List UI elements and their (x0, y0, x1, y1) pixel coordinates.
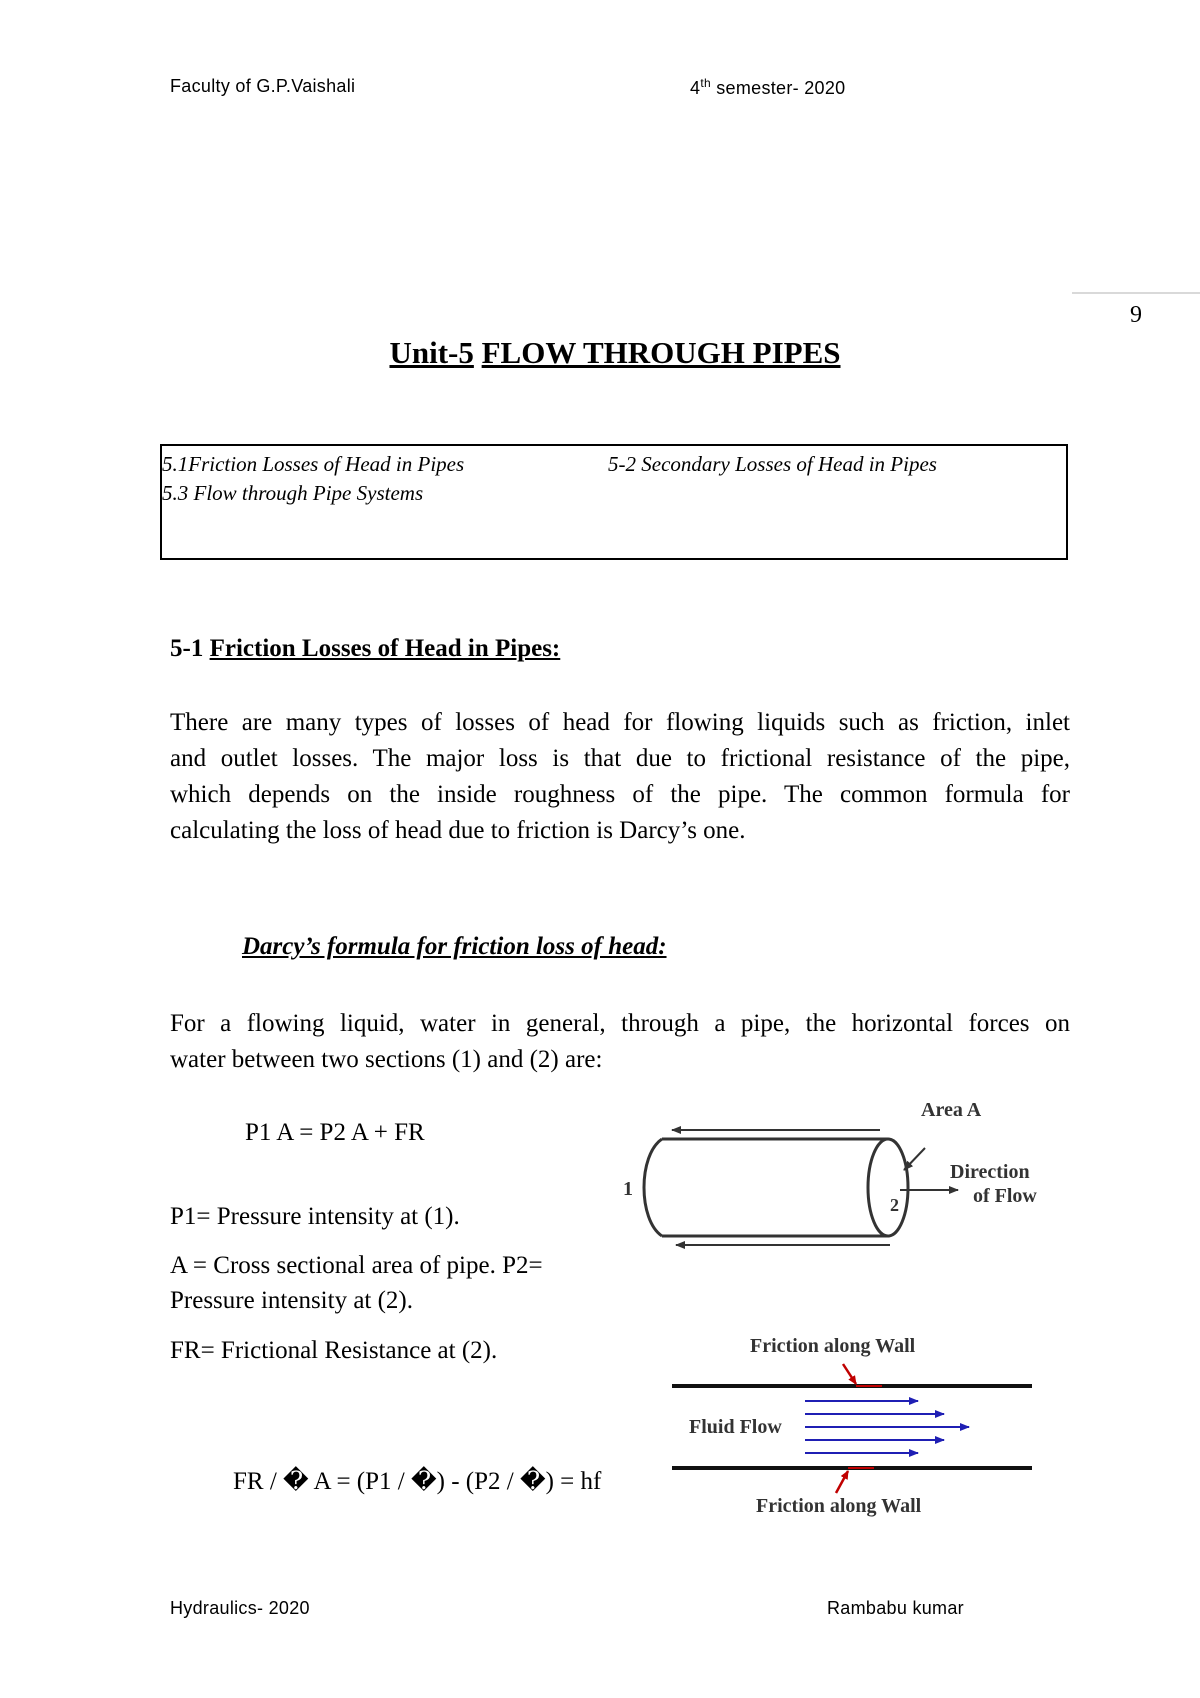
header-left: Faculty of G.P.Vaishali (170, 76, 356, 96)
direction-label-line1: Direction (950, 1161, 1030, 1183)
area-pointer-arrow (904, 1148, 925, 1170)
footer-left: Hydraulics- 2020 (170, 1598, 310, 1618)
page-number-rule (1072, 292, 1200, 294)
intro-line: which depends on the inside roughness of the pipe. The common formula for (170, 781, 1070, 808)
area-label: Area A (921, 1099, 982, 1121)
intro-line: and outlet losses. The major loss is that due to frictional resistance of the pipe, (170, 745, 1070, 772)
pipe-body-lines (662, 1139, 888, 1236)
definition-p2: Pressure intensity at (2). (170, 1287, 414, 1314)
section-title: Friction Losses of Head in Pipes: (209, 635, 561, 662)
darcy-subheading: Darcy’s formula for friction loss of head: (242, 933, 667, 960)
header-right-text: semester- 2020 (710, 78, 846, 98)
direction-label-line2: of Flow (973, 1185, 1037, 1207)
contents-box (160, 444, 1068, 560)
page-number: 9 (1130, 302, 1142, 328)
force-line: For a flowing liquid, water in general, through a pipe, the horizontal forces on (170, 1010, 1070, 1037)
section-heading (170, 635, 560, 663)
toc-item-5-2: 5-2 Secondary Losses of Head in Pipes (608, 452, 937, 476)
force-line: water between two sections (1) and (2) are: (170, 1046, 603, 1073)
section-1-label: 1 (623, 1178, 633, 1200)
section-2-label: 2 (890, 1195, 899, 1215)
definition-a: A = Cross sectional area of pipe. P2= (170, 1252, 543, 1279)
header-right (690, 76, 845, 99)
intro-line: There are many types of losses of head for flowing liquids such as friction, inlet (170, 709, 1070, 736)
toc-item-5-3: 5.3 Flow through Pipe Systems (162, 481, 424, 505)
pipe-outlet-end (868, 1139, 908, 1236)
page-title (0, 335, 1200, 371)
friction-label-bottom: Friction along Wall (756, 1495, 922, 1517)
definition-p1: P1= Pressure intensity at (1). (170, 1203, 460, 1230)
intro-line: calculating the loss of head due to friction is Darcy’s one. (170, 817, 746, 844)
friction-arrow-top (843, 1364, 856, 1384)
title-prefix: Unit-5 (389, 335, 474, 370)
force-equation: P1 A = P2 A + FR (245, 1119, 425, 1146)
toc-item-5-1: 5.1Friction Losses of Head in Pipes (162, 452, 465, 476)
header-right-sup: th (700, 76, 711, 90)
head-loss-equation: FR / � A = (P1 / �) - (P2 / �) = hf (233, 1468, 602, 1495)
pipe-inlet-end (644, 1139, 662, 1236)
header-right-number: 4 (690, 78, 701, 98)
footer-right: Rambabu kumar (827, 1598, 964, 1618)
pipe-section-figure (600, 1085, 1080, 1275)
friction-arrow-bottom (836, 1471, 848, 1493)
title-main: FLOW THROUGH PIPES (481, 335, 841, 370)
intro-paragraph (170, 705, 1070, 849)
friction-label-top: Friction along Wall (750, 1335, 916, 1357)
definition-fr: FR= Frictional Resistance at (2). (170, 1337, 498, 1364)
fluid-flow-label: Fluid Flow (689, 1416, 782, 1438)
force-paragraph (170, 1006, 1070, 1078)
wall-friction-figure (660, 1328, 1060, 1528)
section-number: 5-1 (170, 635, 204, 662)
